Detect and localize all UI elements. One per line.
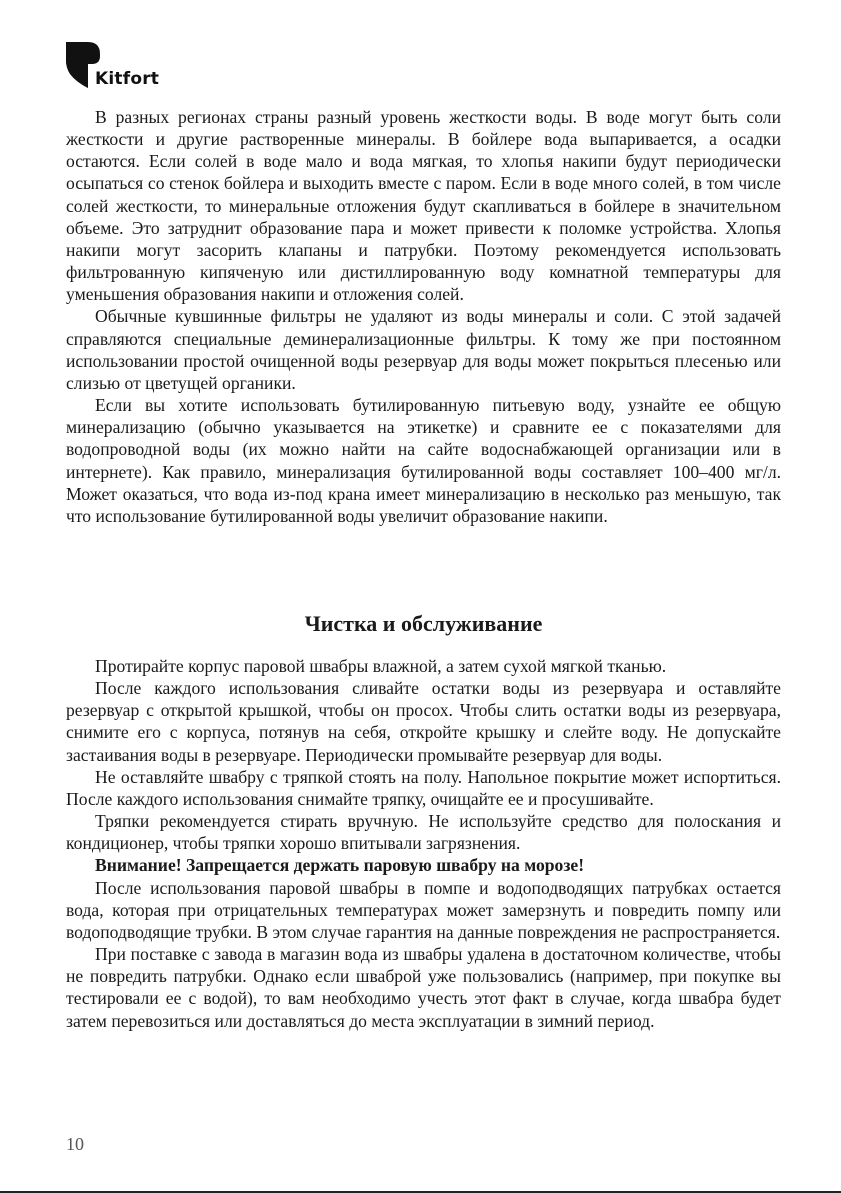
paragraph-warning-frost: Внимание! Запрещается держать паровую швабру на морозе! (95, 855, 585, 876)
section-water-quality (66, 106, 781, 527)
paragraph-drain-tank: После каждого использования сливайте остатки воды из резервуара и оставляйте резервуар с открытой крышкой, чтобы он просох. Чтобы слить остатки воды из резервуара, снимите его с корпуса, потянув на себя, откройте крышку и слейте воду. Не допускайте застаивания воды в резервуаре. Периодически промывайте резервуар для воды. (66, 678, 781, 765)
kitfort-logo (66, 42, 186, 92)
paragraph-water-hardness: В разных регионах страны разный уровень жесткости воды. В воде могут быть соли жесткости и другие растворенные минералы. В бойлере вода выпаривается, а осадки остаются. Если солей в воде мало и вода мягкая, то хлопья накипи будут периодически осыпаться со стенок бойлера и выходить вместе с паром. Если в воде много солей, в том числе солей жесткости, то минеральные отложения будут скапливаться в бойлере в значительном объеме. Это затруднит образование пара и может привести к поломке устройства. Хлопья накипи могут засорить клапаны и патрубки. Поэтому рекомендуется использовать фильтрованную кипяченую или дистиллированную воду комнатной температуры для уменьшения образования накипи и отложения солей. (66, 107, 781, 305)
paragraph-bottled-water: Если вы хотите использовать бутилированную питьевую воду, узнайте ее общую минерализацию (обычно указывается на этикетке) и сравните ее с показателями для водопроводной воды (их можно найти на сайте водоснабжающей организации или в интернете). Как правило, минерализация бутилированной воды составляет 100–400 мг/л. Может оказаться, что вода из-под крана имеет минерализацию в несколько раз меньшую, так что использование бутилированной воды увеличит образование накипи. (66, 395, 781, 526)
section-heading-cleaning: Чистка и обслуживание (304, 611, 543, 636)
section-cleaning-maintenance (66, 655, 781, 1032)
paragraph-water-in-pump: После использования паровой швабры в помпе и водоподводящих патрубках остается вода, которая при отрицательных температурах может замерзнуть и повредить помпу или водоподводящие трубки. В этом случае гарантия на данные повреждения не распространяется. (66, 877, 781, 942)
paragraph-pitcher-filters: Обычные кувшинные фильтры не удаляют из воды минералы и соли. С этой задачей справляются специальные деминерализационные фильтры. К тому же при постоянном использовании простой очищенной воды резервуар для воды может покрыться плесенью или слизью от цветущей органики. (66, 306, 781, 393)
paragraph-wash-cloths: Тряпки рекомендуется стирать вручную. Не используйте средство для полоскания и кондиционер, чтобы тряпки хорошо впитывали загрязнения. (66, 811, 781, 854)
kitfort-logo-text: Kitfort (95, 69, 160, 89)
paragraph-mop-on-floor: Не оставляйте швабру с тряпкой стоять на полу. Напольное покрытие может испортиться. После каждого использования снимайте тряпку, очищайте ее и просушивайте. (66, 766, 781, 809)
paragraph-factory-delivery: При поставке с завода в магазин вода из швабры удалена в достаточном количестве, чтобы не повредить патрубки. Однако если шваброй уже пользовались (например, при покупке вы тестировали ее с водой), то вам необходимо учесть этот факт в случае, когда швабра будет затем перевозиться или доставляться до места эксплуатации в зимний период. (66, 944, 781, 1031)
paragraph-wipe-body: Протирайте корпус паровой швабры влажной, а затем сухой мягкой тканью. (95, 656, 667, 676)
page-number: 10 (66, 1134, 84, 1154)
